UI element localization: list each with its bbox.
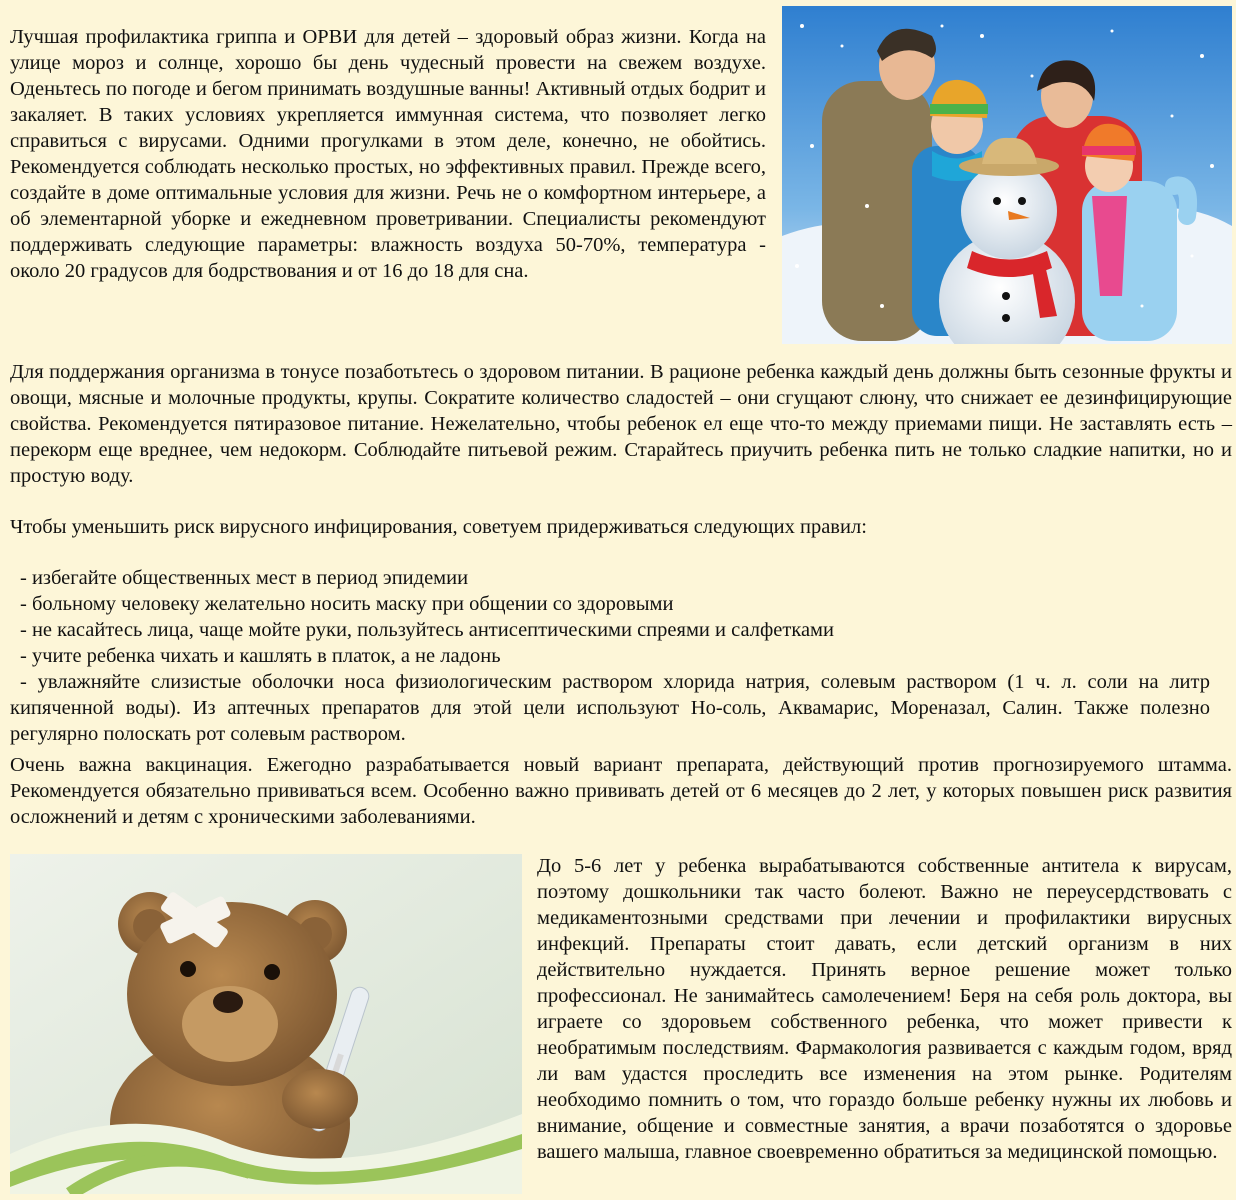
rule-item: - больному человеку желательно носить маску при общении со здоровыми <box>20 593 674 615</box>
rules-list <box>10 565 1210 747</box>
rule-item: - не касайтесь лица, чаще мойте руки, пользуйтесь антисептическими спреями и салфетками <box>20 619 835 641</box>
rule-item: - увлажняйте слизистые оболочки носа физиологическим раствором хлорида натрия, солевым раствором (1 ч. л. соли на литр кипяченной воды). Из аптечных препаратов для этой цели используют Но-соль, Аквамарис, Мореназал, Салин. Также полезно регулярно полоскать рот солевым раствором. <box>10 671 1210 745</box>
rule-item: - избегайте общественных мест в период эпидемии <box>20 567 469 589</box>
rule-item: - учите ребенка чихать и кашлять в платок, а не ладонь <box>20 645 501 667</box>
rules-intro: Чтобы уменьшить риск вирусного инфицирования, советуем придерживаться следующих правил: <box>10 516 867 538</box>
family-snowman-photo <box>782 6 1232 344</box>
sick-teddy-bear-photo <box>10 854 522 1194</box>
nutrition-paragraph: Для поддержания организма в тонусе позаботьтесь о здоровом питании. В рационе ребенка каждый день должны быть сезонные фрукты и овощи, мясные и молочные продукты, крупы. Сократите количество сладостей – они сгущают слюну, что снижает ее дезинфицирующие свойства. Рекомендуется пятиразовое питание. Нежелательно, чтобы ребенок ел еще что-то между приемами пищи. Не заставлять есть – перекорм еще вреднее, чем недокорм. Соблюдайте питьевой режим. Старайтесь приучить ребенка пить не только сладкие напитки, но и простую воду. <box>10 361 1232 487</box>
intro-paragraph: Лучшая профилактика гриппа и ОРВИ для детей – здоровый образ жизни. Когда на улице мороз и солнце, хорошо бы день чудесный провести на свежем воздухе. Оденьтесь по погоде и бегом принимать воздушные ванны! Активный отдых бодрит и закаляет. В таких условиях укрепляется иммунная система, что позволяет легко справиться с вирусами. Одними прогулками в этом деле, конечно, не обойтись. Рекомендуется соблюдать несколько простых, но эффективных правил. Прежде всего, создайте в доме оптимальные условия для жизни. Речь не о комфортном интерьере, а об элементарной уборке и ежедневном проветривании. Специалисты рекомендуют поддерживать следующие параметры: влажность воздуха 50-70%, температура - около 20 градусов для бодрствования и от 16 до 18 для сна. <box>10 26 766 282</box>
antibodies-paragraph: До 5-6 лет у ребенка вырабатываются собственные антитела к вирусам, поэтому дошкольники так часто болеют. Важно не переусердствовать с медикаментозными средствами при лечении и профилактики вирусных инфекций. Препараты стоит давать, если детский организм в них действительно нуждается. Принять верное решение может только профессионал. Не занимайтесь самолечением! Беря на себя роль доктора, вы играете со здоровьем собственного ребенка, что может привести к необратимым последствиям. Фармакология развивается с каждым годом, вряд ли вам удастся проследить все изменения на этом рынке. Родителям необходимо помнить о том, что гораздо больше ребенку нужны их любовь и внимание, общение и совместные занятия, а врачи позаботятся о здоровье вашего малыша, главное своевременно обратиться за медицинской помощью. <box>537 855 1232 1163</box>
vaccination-paragraph: Очень важна вакцинация. Ежегодно разрабатывается новый вариант препарата, действующий против прогнозируемого штамма. Рекомендуется обязательно прививаться всем. Особенно важно прививать детей от 6 месяцев до 2 лет, у которых повышен риск развития осложнений и детям с хроническими заболеваниями. <box>10 754 1232 828</box>
